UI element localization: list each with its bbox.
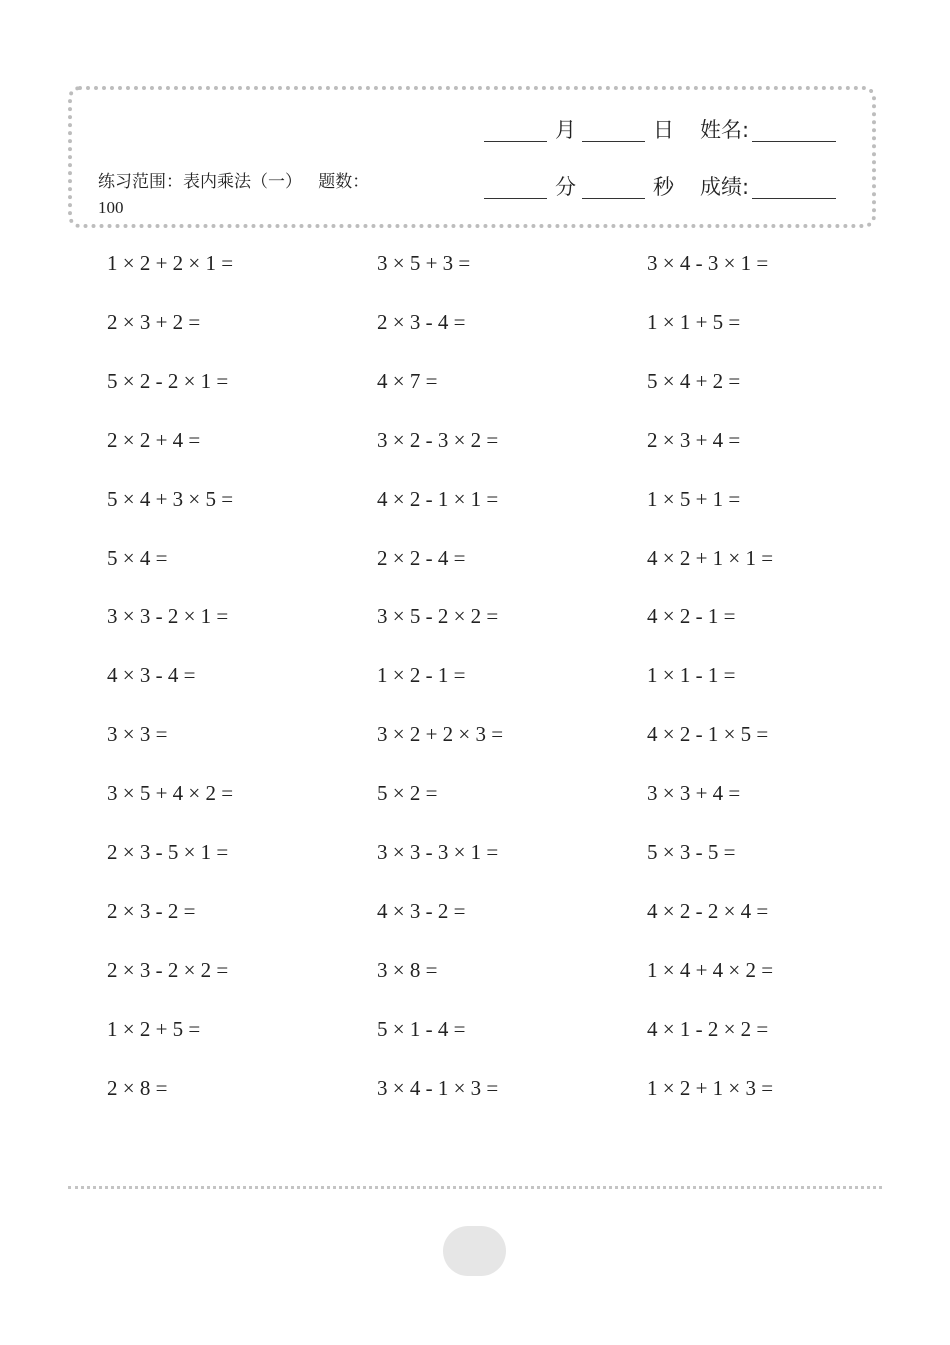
problem-item: 2 × 3 - 4 = xyxy=(377,309,466,334)
minute-label: 分 xyxy=(555,175,576,199)
problem-item: 5 × 4 = xyxy=(107,545,168,570)
problem-item: 3 × 2 - 3 × 2 = xyxy=(377,427,499,452)
problem-item: 4 × 7 = xyxy=(377,368,438,393)
practice-range: 练习范围：表内乘法（一） xyxy=(98,172,302,192)
problem-item: 1 × 1 + 5 = xyxy=(647,309,741,334)
time-score-row xyxy=(484,175,836,199)
problem-item: 1 × 2 - 1 = xyxy=(377,663,466,688)
problem-item: 2 × 8 = xyxy=(107,1075,168,1100)
question-count-label: 题数： xyxy=(318,172,370,192)
month-blank[interactable] xyxy=(484,119,547,142)
problem-item: 3 × 5 + 4 × 2 = xyxy=(107,781,234,806)
name-label: 姓名 xyxy=(700,118,742,142)
problem-item: 4 × 2 - 1 × 1 = xyxy=(377,486,499,511)
name-colon: : xyxy=(742,118,750,142)
problem-item: 5 × 4 + 3 × 5 = xyxy=(107,486,234,511)
second-blank[interactable] xyxy=(582,176,645,199)
problem-item: 3 × 4 - 1 × 3 = xyxy=(377,1075,499,1100)
problem-item: 3 × 3 = xyxy=(107,722,168,747)
month-label: 月 xyxy=(555,118,576,142)
problem-item: 3 × 3 - 3 × 1 = xyxy=(377,840,499,864)
minute-blank[interactable] xyxy=(484,176,547,199)
problem-item: 2 × 2 + 4 = xyxy=(107,427,201,452)
problem-item: 4 × 3 - 2 = xyxy=(377,898,466,923)
problem-item: 4 × 2 - 2 × 4 = xyxy=(647,898,769,923)
problem-item: 4 × 1 - 2 × 2 = xyxy=(647,1016,769,1041)
problem-item: 5 × 4 + 2 = xyxy=(647,368,741,393)
problem-item: 1 × 2 + 5 = xyxy=(107,1016,201,1041)
problem-item: 4 × 3 - 4 = xyxy=(107,663,196,688)
score-label: 成绩 xyxy=(700,175,742,199)
question-count-value: 100 xyxy=(98,198,124,217)
problem-item: 3 × 8 = xyxy=(377,957,438,982)
problem-item: 5 × 2 - 2 × 1 = xyxy=(107,368,229,393)
problem-item: 3 × 5 - 2 × 2 = xyxy=(377,604,499,629)
page-number-badge xyxy=(443,1226,506,1276)
second-label: 秒 xyxy=(653,175,674,199)
problem-item: 5 × 1 - 4 = xyxy=(377,1016,466,1041)
problem-item: 3 × 3 + 4 = xyxy=(647,781,741,806)
problem-item: 2 × 3 + 4 = xyxy=(647,427,741,452)
problem-item: 3 × 3 - 2 × 1 = xyxy=(107,604,229,629)
day-label: 日 xyxy=(653,118,674,142)
problem-item: 5 × 3 - 5 = xyxy=(647,840,736,864)
worksheet-header xyxy=(68,86,876,228)
problem-item: 3 × 4 - 3 × 1 = xyxy=(647,251,769,275)
problem-item: 2 × 3 + 2 = xyxy=(107,309,201,334)
problem-item: 1 × 1 - 1 = xyxy=(647,663,736,688)
footer-divider xyxy=(68,1186,882,1189)
practice-info xyxy=(98,170,378,221)
problem-item: 1 × 2 + 2 × 1 = xyxy=(107,251,234,275)
problem-item: 4 × 2 - 1 × 5 = xyxy=(647,722,769,747)
day-blank[interactable] xyxy=(582,119,645,142)
date-name-row xyxy=(484,118,836,142)
problem-item: 2 × 3 - 5 × 1 = xyxy=(107,840,229,864)
problem-item: 3 × 2 + 2 × 3 = xyxy=(377,722,504,747)
problem-item: 1 × 5 + 1 = xyxy=(647,486,741,511)
problem-item: 5 × 2 = xyxy=(377,781,438,806)
problem-item: 2 × 3 - 2 × 2 = xyxy=(107,957,229,982)
score-colon: : xyxy=(742,175,750,199)
problem-item: 2 × 2 - 4 = xyxy=(377,545,466,570)
problem-item: 1 × 2 + 1 × 3 = xyxy=(647,1075,774,1100)
name-blank[interactable] xyxy=(752,119,836,142)
problem-item: 4 × 2 + 1 × 1 = xyxy=(647,545,774,570)
problem-item: 4 × 2 - 1 = xyxy=(647,604,736,629)
problem-item: 2 × 3 - 2 = xyxy=(107,898,196,923)
problem-item: 1 × 4 + 4 × 2 = xyxy=(647,957,774,982)
score-blank[interactable] xyxy=(752,176,836,199)
problem-item: 3 × 5 + 3 = xyxy=(377,251,471,275)
